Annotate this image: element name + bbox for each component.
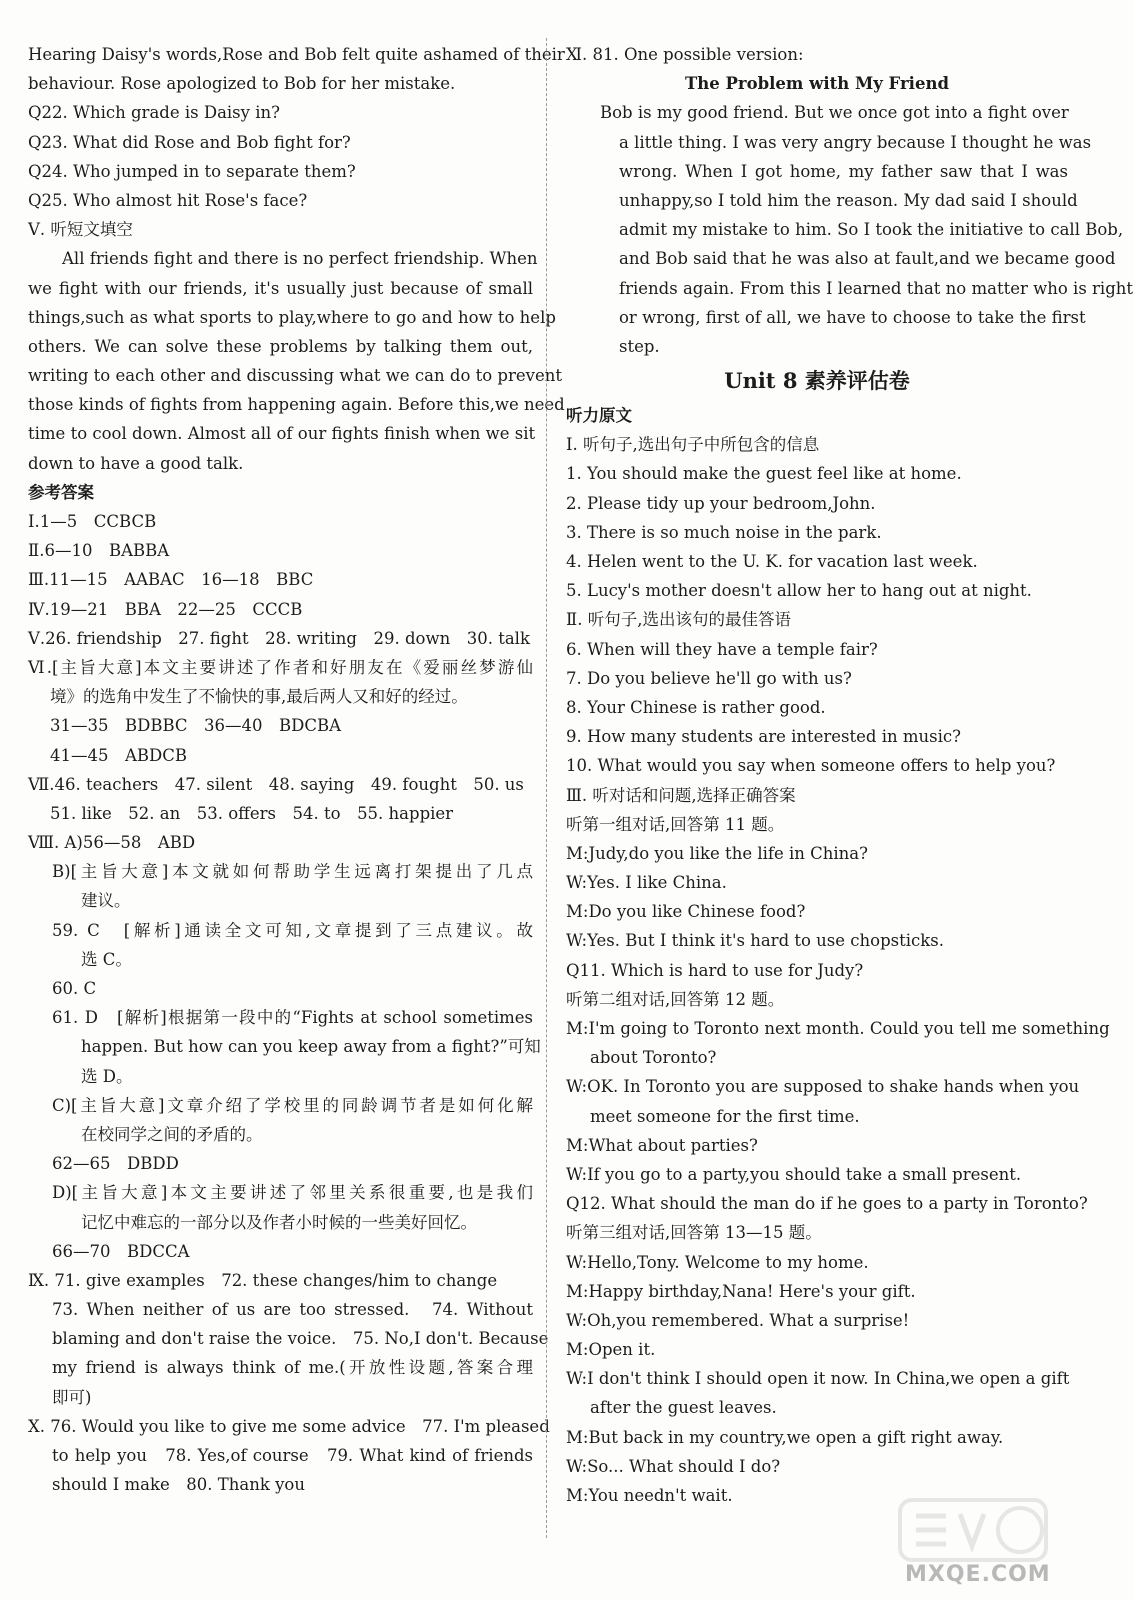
left-column-line: down to have a good talk. bbox=[28, 453, 244, 473]
right-column-line: M:Judy,do you like the life in China? bbox=[566, 843, 868, 863]
right-column-line: 听第一组对话,回答第 11 题。 bbox=[566, 814, 785, 834]
right-column-line: wrong. When I got home, my father saw that I was bbox=[619, 161, 1068, 181]
left-column-line: 记忆中难忘的一部分以及作者小时候的一些美好回忆。 bbox=[81, 1212, 477, 1232]
right-column-line: and Bob said that he was also at fault,and we became good bbox=[619, 249, 1116, 269]
left-column-line: 66—70 BDCCA bbox=[52, 1241, 190, 1261]
left-column-line: Hearing Daisy's words,Rose and Bob felt quite ashamed of their bbox=[28, 45, 565, 64]
left-column-line: Ⅷ. A)56—58 ABD bbox=[28, 833, 196, 853]
left-column-line: B)[主旨大意]本文就如何帮助学生远离打架提出了几点 bbox=[52, 862, 533, 882]
right-column-line: 1. You should make the guest feel like at home. bbox=[566, 464, 962, 484]
left-column-line: 选 D。 bbox=[81, 1066, 133, 1086]
left-column-line: Ⅶ.46. teachers 47. silent 48. saying 49. fought 50. us bbox=[28, 774, 524, 794]
left-column-line: 51. like 52. an 53. offers 54. to 55. happier bbox=[50, 803, 454, 823]
right-column-line: Ⅱ. 听句子,选出该句的最佳答语 bbox=[566, 610, 791, 630]
right-column-line: W:I don't think I should open it now. In China,we open a gift bbox=[566, 1369, 1070, 1389]
left-column-line: 在校同学之间的矛盾的。 bbox=[81, 1124, 263, 1144]
left-column-line: others. We can solve these problems by talking them out, bbox=[28, 336, 533, 356]
left-column-line: Ⅰ.1—5 CCBCB bbox=[28, 512, 157, 531]
right-column-line: M:You needn't wait. bbox=[566, 1486, 733, 1505]
left-column-line: Ⅲ.11—15 AABAC 16—18 BBC bbox=[28, 570, 314, 590]
right-column-line: W:Yes. I like China. bbox=[566, 873, 727, 893]
left-column-line: 41—45 ABDCB bbox=[50, 745, 188, 765]
right-column-line: The Problem with My Friend bbox=[685, 74, 949, 94]
right-column-line: W:OK. In Toronto you are supposed to shake hands when you bbox=[566, 1077, 1080, 1097]
left-column-line: things,such as what sports to play,where to go and how to help bbox=[28, 307, 556, 327]
left-column-line: we fight with our friends, it's usually just because of small bbox=[28, 278, 533, 298]
right-column-line: Ⅲ. 听对话和问题,选择正确答案 bbox=[566, 785, 796, 805]
right-column-line: Q12. What should the man do if he goes to a party in Toronto? bbox=[566, 1194, 1088, 1214]
left-column-line: C)[主旨大意]文章介绍了学校里的同龄调节者是如何化解 bbox=[52, 1095, 533, 1115]
left-column-line: Ⅹ. 76. Would you like to give me some advice 77. I'm pleased bbox=[28, 1416, 550, 1436]
left-column-line: 61. D [解析]根据第一段中的“Fights at school sometimes bbox=[52, 1008, 533, 1028]
right-column-line: 7. Do you believe he'll go with us? bbox=[566, 668, 852, 688]
right-column-line: 9. How many students are interested in music? bbox=[566, 727, 961, 747]
left-column-line: to help you 78. Yes,of course 79. What kind of friends bbox=[52, 1446, 533, 1465]
watermark-logo-icon bbox=[898, 1494, 1048, 1566]
right-column-line: 听第二组对话,回答第 12 题。 bbox=[566, 989, 785, 1009]
left-column-line: behaviour. Rose apologized to Bob for her mistake. bbox=[28, 74, 456, 94]
right-column-line: a little thing. I was very angry because I thought he was bbox=[619, 132, 1092, 152]
right-column-line: W:So... What should I do? bbox=[566, 1456, 781, 1476]
left-column-line: Ⅴ.26. friendship 27. fight 28. writing 29. down 30. talk bbox=[28, 628, 530, 648]
right-column-line: friends again. From this I learned that no matter who is right bbox=[619, 278, 1133, 298]
right-column-line: M:But back in my country,we open a gift right away. bbox=[566, 1427, 1004, 1447]
left-column-line: Ⅱ.6—10 BABBA bbox=[28, 541, 170, 561]
left-column-line: time to cool down. Almost all of our fights finish when we sit bbox=[28, 424, 536, 444]
left-column-line: Ⅸ. 71. give examples 72. these changes/him to change bbox=[28, 1270, 498, 1290]
right-column-line: M:Do you like Chinese food? bbox=[566, 902, 806, 922]
right-column-line: Ⅰ. 听句子,选出句子中所包含的信息 bbox=[566, 435, 820, 455]
right-column-line: 听力原文 bbox=[566, 406, 632, 426]
right-column-line: 6. When will they have a temple fair? bbox=[566, 639, 878, 659]
watermark-site-text: MXQE.COM bbox=[905, 1562, 1051, 1587]
left-column-line: Q25. Who almost hit Rose's face? bbox=[28, 190, 308, 210]
right-column-line: 5. Lucy's mother doesn't allow her to hang out at night. bbox=[566, 581, 1032, 601]
right-column-line: about Toronto? bbox=[590, 1048, 717, 1068]
right-column-line: meet someone for the first time. bbox=[590, 1106, 860, 1126]
left-column bbox=[28, 40, 565, 1499]
right-column-line: 听第三组对话,回答第 13—15 题。 bbox=[566, 1223, 822, 1243]
left-column-line: Ⅴ. 听短文填空 bbox=[28, 220, 133, 240]
right-column-line: unhappy,so I told him the reason. My dad said I should bbox=[619, 190, 1078, 210]
right-column-line: after the guest leaves. bbox=[590, 1398, 777, 1418]
left-column-line: 即可) bbox=[52, 1387, 92, 1407]
left-column-line: All friends fight and there is no perfect friendship. When bbox=[62, 249, 538, 269]
left-column-line: those kinds of fights from happening again. Before this,we need bbox=[28, 395, 565, 415]
right-column-line: M:What about parties? bbox=[566, 1135, 758, 1155]
right-column-line: 2. Please tidy up your bedroom,John. bbox=[566, 493, 876, 513]
right-column-line: M:I'm going to Toronto next month. Could you tell me something bbox=[566, 1019, 1110, 1038]
right-column-line: W:Yes. But I think it's hard to use chopsticks. bbox=[566, 931, 944, 951]
left-column-line: 73. When neither of us are too stressed. 74. Without bbox=[52, 1300, 533, 1320]
left-column-line: Q24. Who jumped in to separate them? bbox=[28, 161, 356, 181]
left-column-line: blaming and don't raise the voice. 75. No,I don't. Because bbox=[52, 1329, 549, 1349]
right-column-line: M:Open it. bbox=[566, 1340, 656, 1360]
column-divider bbox=[546, 38, 547, 1538]
right-column-line: 10. What would you say when someone offers to help you? bbox=[566, 756, 1056, 776]
right-column-line: W:If you go to a party,you should take a small present. bbox=[566, 1164, 1022, 1184]
left-column-line: happen. But how can you keep away from a fight?”可知 bbox=[81, 1037, 541, 1057]
left-column-line: D)[主旨大意]本文主要讲述了邻里关系很重要,也是我们 bbox=[52, 1183, 533, 1203]
left-column-line: 31—35 BDBBC 36—40 BDCBA bbox=[50, 716, 342, 736]
right-column-line: 8. Your Chinese is rather good. bbox=[566, 697, 826, 717]
right-column bbox=[566, 40, 1133, 1510]
left-column-line: 参考答案 bbox=[28, 482, 94, 502]
left-column-line: should I make 80. Thank you bbox=[52, 1475, 305, 1495]
right-column-line: step. bbox=[619, 336, 660, 356]
left-column-line: Ⅳ.19—21 BBA 22—25 CCCB bbox=[28, 599, 303, 619]
left-column-line: my friend is always think of me.(开放性设题,答案合理 bbox=[52, 1358, 533, 1378]
left-column-line: 境》的选角中发生了不愉快的事,最后两人又和好的经过。 bbox=[50, 687, 468, 707]
right-column-line: Bob is my good friend. But we once got into a fight over bbox=[600, 103, 1069, 123]
left-column-line: 60. C bbox=[52, 979, 97, 998]
left-column-line: 选 C。 bbox=[81, 949, 132, 969]
left-column-line: Q22. Which grade is Daisy in? bbox=[28, 103, 280, 123]
right-column-line: or wrong, first of all, we have to choose to take the first bbox=[619, 307, 1086, 327]
left-column-line: 59. C [解析]通读全文可知,文章提到了三点建议。故 bbox=[52, 920, 533, 940]
right-column-line: M:Happy birthday,Nana! Here's your gift. bbox=[566, 1281, 916, 1301]
right-column-line: admit my mistake to him. So I took the initiative to call Bob, bbox=[619, 220, 1124, 240]
right-column-line: W:Hello,Tony. Welcome to my home. bbox=[566, 1252, 869, 1272]
left-column-line: Q23. What did Rose and Bob fight for? bbox=[28, 132, 351, 152]
left-column-line: Ⅵ.[主旨大意]本文主要讲述了作者和好朋友在《爱丽丝梦游仙 bbox=[28, 657, 533, 677]
left-column-line: writing to each other and discussing what we can do to prevent bbox=[28, 366, 562, 386]
right-column-line: 3. There is so much noise in the park. bbox=[566, 522, 882, 542]
right-column-line: Ⅺ. 81. One possible version: bbox=[566, 45, 804, 64]
right-column-line: W:Oh,you remembered. What a surprise! bbox=[566, 1310, 910, 1330]
right-column-line: 4. Helen went to the U. K. for vacation last week. bbox=[566, 552, 978, 571]
right-column-line: Unit 8 素养评估卷 bbox=[724, 368, 910, 394]
right-column-line: Q11. Which is hard to use for Judy? bbox=[566, 960, 864, 980]
left-column-line: 62—65 DBDD bbox=[52, 1154, 179, 1174]
left-column-line: 建议。 bbox=[81, 891, 131, 911]
